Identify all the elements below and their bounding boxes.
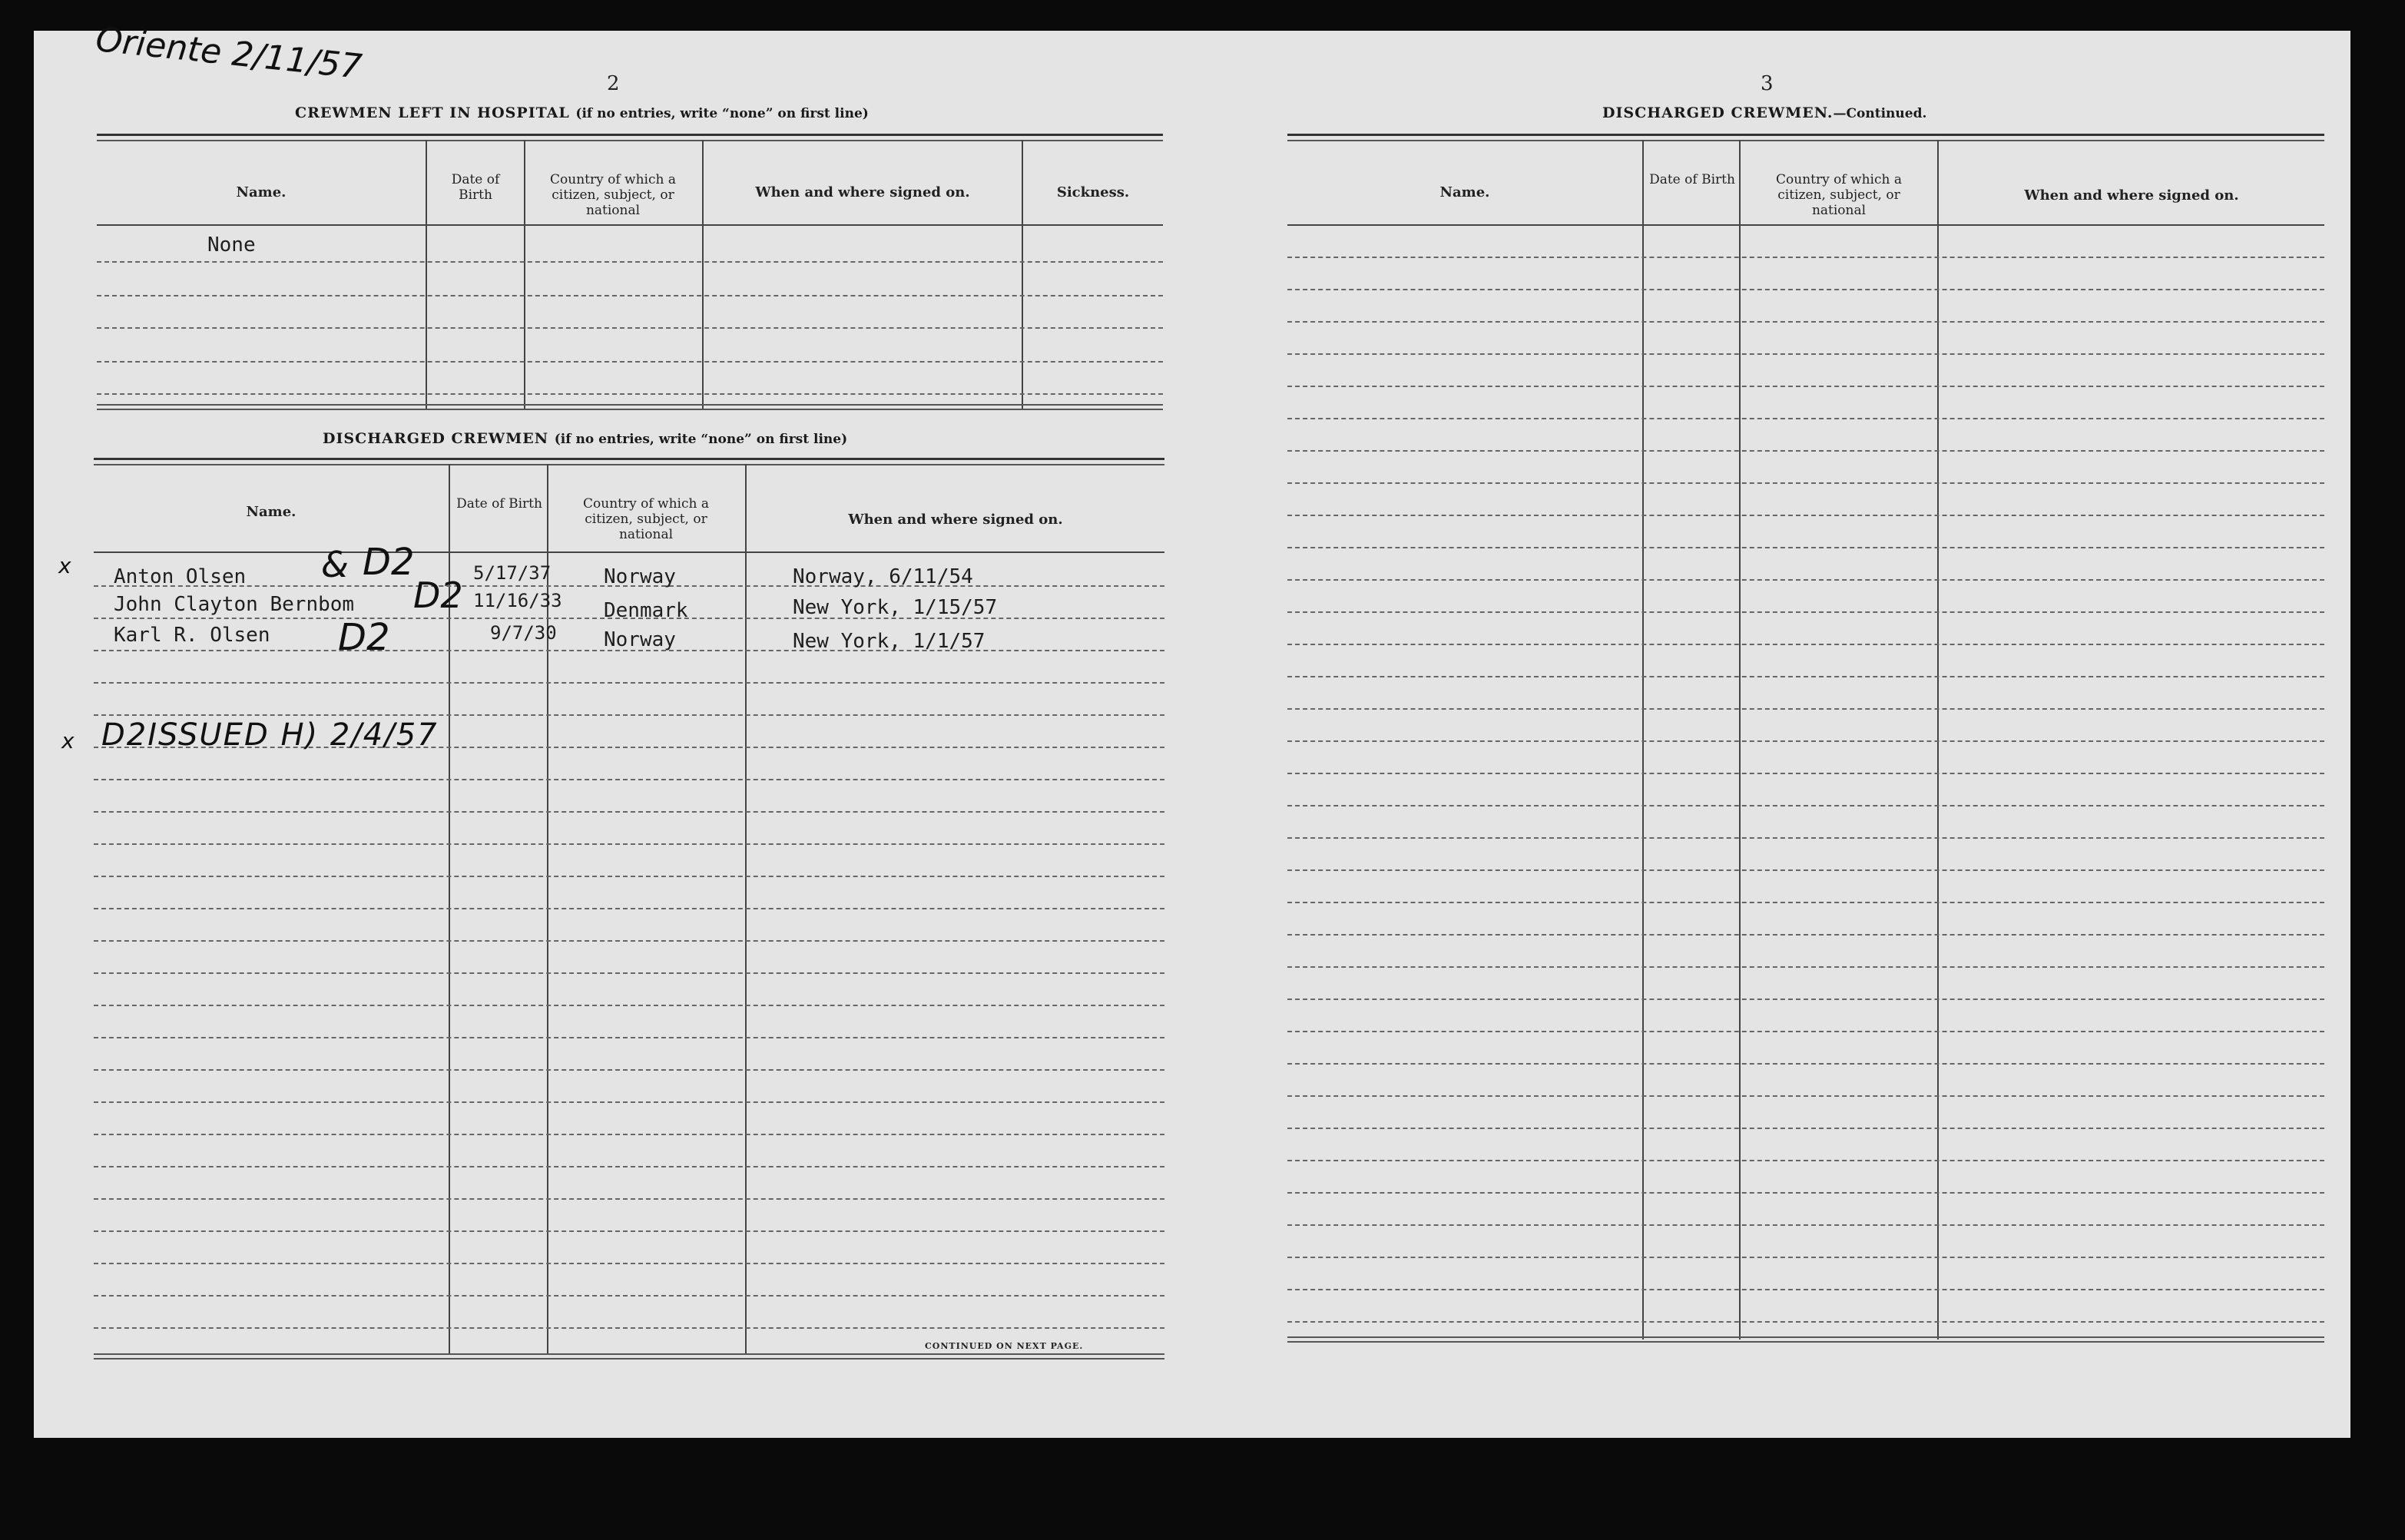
- ruled-line: [1287, 482, 2324, 484]
- right-header-dob: Date of Birth: [1649, 172, 1735, 187]
- hospital-header-dob: Date of Birth: [451, 172, 500, 203]
- ruled-line: [94, 1198, 1164, 1200]
- ruled-line: [1287, 1289, 2324, 1290]
- ruled-line: [1287, 869, 2324, 871]
- ruled-line: [1287, 547, 2324, 548]
- ruled-line: [1287, 1224, 2324, 1226]
- discharged-row-dob: 11/16/33: [473, 590, 562, 611]
- discharged-row-name: Anton Olsen: [114, 565, 247, 588]
- ruled-line: [94, 1037, 1164, 1038]
- ruled-line: [94, 908, 1164, 909]
- ruled-line: [1287, 773, 2324, 774]
- discharged-row-name: John Clayton Bernbom: [114, 593, 355, 616]
- hospital-table: [97, 134, 1163, 441]
- ruled-line: [94, 1005, 1164, 1006]
- ruled-line: [1287, 676, 2324, 677]
- margin-x-mark: x: [58, 553, 71, 578]
- d-mark: D2: [338, 616, 390, 659]
- right-section-title: DISCHARGED CREWMEN.—Continued.: [1602, 104, 1927, 121]
- hospital-first-entry: None: [207, 233, 256, 257]
- ruled-line: [94, 682, 1164, 684]
- discharged-header-signed: When and where signed on.: [848, 512, 1063, 528]
- ruled-line: [94, 1101, 1164, 1103]
- discharged-row-signed: Norway, 6/11/54: [793, 565, 973, 588]
- ruled-line: [1287, 1257, 2324, 1258]
- page-number-left: 2: [607, 72, 620, 95]
- page-number-right: 3: [1761, 72, 1774, 95]
- discharged-row-country: Norway: [604, 565, 676, 588]
- ruled-line: [1287, 1192, 2324, 1194]
- ruled-line: [1287, 450, 2324, 452]
- ruled-line: [1287, 579, 2324, 581]
- ruled-line: [1287, 805, 2324, 806]
- hospital-section-title: CREWMEN LEFT IN HOSPITAL (if no entries, write “none” on first line): [295, 104, 869, 121]
- hospital-header-country: Country of which a citizen, subject, or national: [550, 172, 676, 218]
- hospital-header-sickness: Sickness.: [1056, 184, 1130, 200]
- ruled-line: [94, 876, 1164, 877]
- ruled-line: [1287, 966, 2324, 968]
- ruled-line: [1287, 611, 2324, 613]
- discharged-header-country: Country of which a citizen, subject, or national: [583, 496, 709, 542]
- strike-mark: &: [321, 544, 349, 585]
- ruled-line: [1287, 289, 2324, 290]
- discharged-row-signed: New York, 1/15/57: [793, 596, 998, 619]
- ruled-line: [1287, 386, 2324, 387]
- ruled-line: [94, 779, 1164, 780]
- discharged-row-dob: 5/17/37: [473, 562, 552, 584]
- ruled-line: [1287, 1321, 2324, 1323]
- hospital-header-signed: When and where signed on.: [755, 184, 970, 200]
- d-mark: D2: [363, 541, 415, 584]
- right-header-name: Name.: [1439, 184, 1490, 200]
- ruled-line: [1287, 353, 2324, 355]
- ruled-line: [94, 1263, 1164, 1264]
- discharged-header-dob: Date of Birth: [456, 496, 542, 512]
- ruled-line: [1287, 1095, 2324, 1097]
- discharged-section-title: DISCHARGED CREWMEN (if no entries, write “none” on first line): [323, 430, 848, 447]
- discharged-dashed-rows: [94, 458, 1164, 1349]
- ruled-line: [1287, 999, 2324, 1000]
- ruled-line: [94, 714, 1164, 716]
- continued-footer: CONTINUED ON NEXT PAGE.: [925, 1341, 1084, 1351]
- discharged-table: [94, 458, 1164, 1364]
- right-discharged-table: [1287, 134, 2324, 1378]
- ruled-line: [1287, 1031, 2324, 1032]
- ruled-line: [94, 972, 1164, 974]
- ruled-line: [1287, 644, 2324, 645]
- ruled-line: [94, 1230, 1164, 1232]
- document-sheet: [34, 19, 2350, 1438]
- ruled-line: [1287, 902, 2324, 903]
- right-dashed-rows: [1287, 134, 2324, 1332]
- ruled-line: [1287, 740, 2324, 742]
- ruled-line: [94, 1327, 1164, 1329]
- ruled-line: [1287, 1063, 2324, 1065]
- ruled-line: [94, 1134, 1164, 1135]
- hospital-header-name: Name.: [236, 184, 287, 200]
- ruled-line: [1287, 418, 2324, 419]
- ruled-line: [94, 940, 1164, 942]
- discharged-row-signed: New York, 1/1/57: [793, 630, 986, 653]
- discharged-handwritten-note: D2ISSUED H) 2/4/57: [101, 717, 439, 753]
- right-page: [1186, 31, 2350, 1438]
- ruled-line: [1287, 1128, 2324, 1129]
- ruled-line: [94, 843, 1164, 845]
- ruled-line: [1287, 515, 2324, 516]
- d-mark: D2: [413, 575, 463, 616]
- ruled-line: [94, 1295, 1164, 1297]
- discharged-row-dob: 9/7/30: [490, 622, 557, 644]
- ruled-line: [1287, 934, 2324, 936]
- ruled-line: [94, 1069, 1164, 1071]
- discharged-header-name: Name.: [246, 504, 296, 520]
- ruled-line: [94, 1166, 1164, 1167]
- ruled-line: [1287, 1160, 2324, 1161]
- left-page: [34, 19, 1186, 1438]
- discharged-row-country: Norway: [604, 628, 676, 651]
- discharged-row-name: Karl R. Olsen: [114, 624, 270, 647]
- ruled-line: [94, 811, 1164, 813]
- discharged-row-country: Denmark: [604, 599, 688, 622]
- ruled-line: [1287, 837, 2324, 839]
- ruled-line: [1287, 708, 2324, 710]
- ruled-line: [1287, 257, 2324, 258]
- margin-x-mark: x: [61, 728, 75, 753]
- right-header-country: Country of which a citizen, subject, or national: [1776, 172, 1902, 218]
- ruled-line: [1287, 321, 2324, 323]
- handwritten-date-note: Oriente 2/11/57: [94, 19, 364, 88]
- right-header-signed: When and where signed on.: [2024, 187, 2239, 204]
